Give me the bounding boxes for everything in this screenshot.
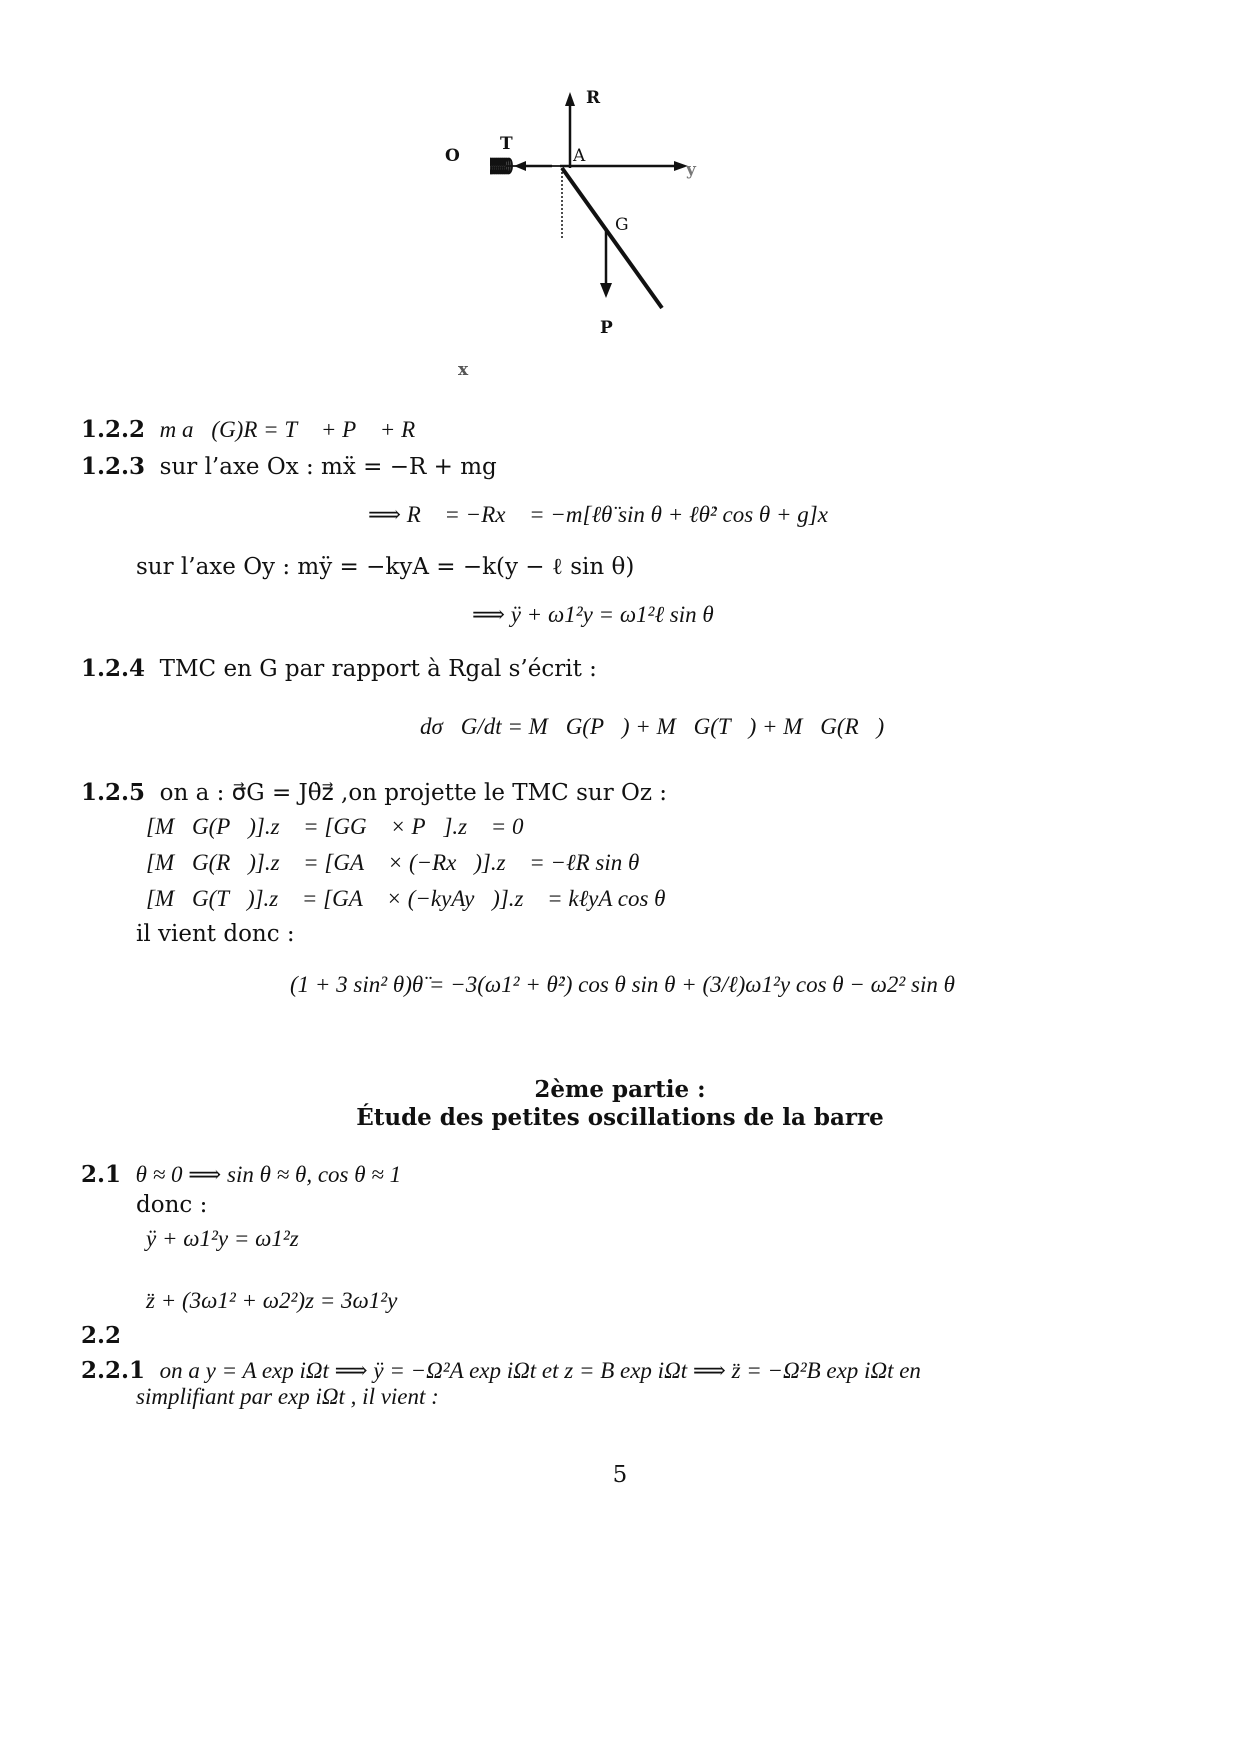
- condition: θ ≈ 0 ⟹ sin θ ≈ θ, cos θ ≈ 1: [135, 1162, 402, 1187]
- section-2-1: [81, 1161, 401, 1188]
- label-O: O: [445, 146, 460, 166]
- moment-R: [M⃗G(R⃗)].z⃗ = [GA⃗ × (−Rx⃗)].z⃗ = −ℓR sin θ: [146, 850, 640, 875]
- part-title: Étude des petites oscillations de la barre: [356, 1104, 884, 1131]
- section-2-2-1: [81, 1357, 921, 1384]
- equation: m a⃗(G)R = T⃗ + P⃗ + R⃗: [159, 417, 434, 442]
- label-x: x: [458, 360, 469, 380]
- text-line: sur l’axe Ox : mẍ = −R + mg: [159, 454, 497, 480]
- label-P: P: [600, 318, 613, 338]
- text-line: on a : σ⃗G = Jθ̇z⃗ ,on projette le TMC sur Oz :: [159, 780, 668, 806]
- bar: [562, 168, 662, 308]
- label-y: y: [686, 160, 696, 180]
- label-A: A: [573, 146, 586, 166]
- equation-z-small: z̈ + (3ω1² + ω2²)z = 3ω1²y: [146, 1288, 398, 1313]
- conclusion-text: il vient donc :: [136, 921, 295, 947]
- page-number: 5: [612, 1462, 628, 1488]
- equation-tmc: dσ⃗G/dt = M⃗G(P⃗) + M⃗G(T⃗) + M⃗G(R⃗): [420, 714, 885, 739]
- pendulum-diagram: [490, 88, 790, 428]
- text-line: on a y = A exp iΩt ⟹ ÿ = −Ω²A exp iΩt et z = B exp iΩt ⟹ z̈ = −Ω²B exp iΩt en: [159, 1358, 921, 1383]
- moment-T: [M⃗G(T⃗)].z⃗ = [GA⃗ × (−kyAy⃗)].z⃗ = kℓyA cos θ: [146, 886, 666, 911]
- section-number: 2.2.1: [81, 1357, 146, 1384]
- text-oy: sur l’axe Oy : mÿ = −kyA = −k(y − ℓ sin θ): [136, 554, 635, 580]
- tension-arrowhead: [514, 161, 526, 171]
- section-1-2-2: [81, 416, 433, 443]
- donc-text: donc :: [136, 1192, 208, 1218]
- section-1-2-5: [81, 779, 667, 806]
- section-1-2-3: [81, 453, 497, 480]
- reaction-arrowhead: [565, 92, 575, 106]
- section-2-2: 2.2: [81, 1322, 122, 1349]
- part-label: 2ème partie :: [534, 1076, 706, 1103]
- text-line-2: simplifiant par exp iΩt , il vient :: [136, 1384, 439, 1409]
- section-1-2-4: [81, 655, 597, 682]
- section-number: 1.2.3: [81, 453, 146, 480]
- section-number: 1.2.5: [81, 779, 146, 806]
- equation-theta: (1 + 3 sin² θ)θ̈ = −3(ω1² + θ̇²) cos θ sin θ + (3/ℓ)ω1²y cos θ − ω2² sin θ: [290, 972, 955, 997]
- section-number: 1.2.2: [81, 416, 146, 443]
- text-line: TMC en G par rapport à Rgal s’écrit :: [159, 656, 597, 682]
- part-heading: [0, 1076, 1240, 1103]
- weight-arrowhead: [600, 283, 612, 298]
- moment-P: [M⃗G(P⃗)].z⃗ = [GG⃗ × P⃗].z⃗ = 0: [146, 814, 524, 839]
- label-G: G: [615, 215, 629, 235]
- section-number: 1.2.4: [81, 655, 146, 682]
- equation-y: ⟹ ÿ + ω1²y = ω1²ℓ sin θ: [472, 602, 714, 627]
- equation-R: ⟹ R⃗ = −Rx⃗ = −m[ℓθ̈ sin θ + ℓθ̇² cos θ + g]x⃗: [368, 502, 846, 527]
- equation-y-small: ÿ + ω1²y = ω1²z: [146, 1226, 299, 1251]
- section-number: 2.1: [81, 1161, 122, 1188]
- label-R: R: [586, 88, 601, 108]
- label-T: T: [500, 134, 513, 154]
